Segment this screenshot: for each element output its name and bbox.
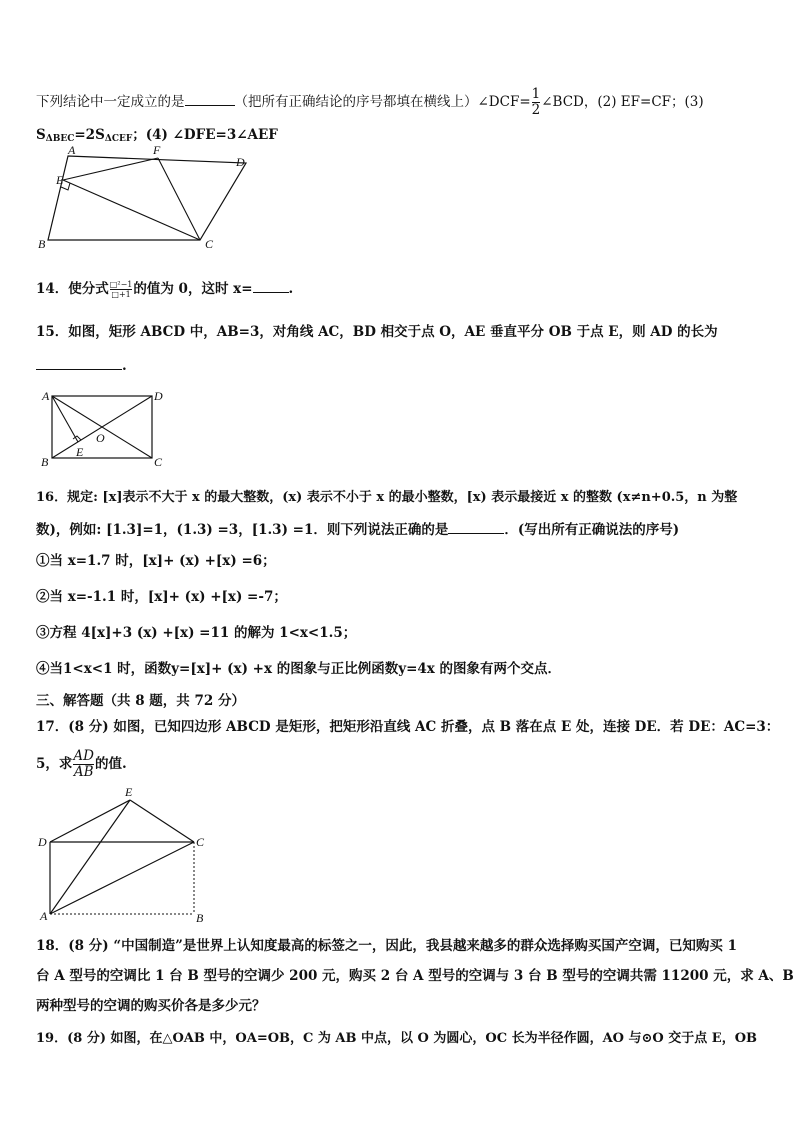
q16-option-1: ①当 x=1.7 时，[x]+ (x) +[x) =6； [36, 553, 276, 569]
q15-line2 [36, 355, 127, 375]
label-c: C [154, 455, 163, 469]
section-heading: 三、解答题（共 8 题，共 72 分） [36, 693, 245, 709]
q18-line1: 18．(8 分) “中国制造”是世界上认知度最高的标签之一，因此，我县越来越多的群众选择购买国产空调，已知购买 1 [36, 938, 737, 954]
q13-text-after: ∠BCD，(2) EF=CF；(3) [541, 94, 704, 110]
q16-suffix: ．(写出所有正确说法的序号) [504, 522, 680, 538]
q16-option-4: ④当1<x<1 时，函数y=[x]+ (x) +x 的图象与正比例函数y=4x 的图象有两个交点． [36, 661, 562, 677]
label-b: B [196, 911, 204, 925]
q13-rest: ；(4) ∠DFE=3∠AEF [132, 127, 278, 143]
frac-numerator: 1 [531, 86, 541, 102]
q13-s2-sub: ΔCEF [104, 134, 133, 144]
segment-ef [63, 158, 158, 180]
label-f: F [153, 143, 161, 157]
q17-figure [36, 786, 236, 926]
label-a: A [40, 909, 48, 923]
q15-line1: 15．如图，矩形 ABCD 中，AB=3，对角线 AC，BD 相交于点 O，AE 垂直平分 OB 于点 E，则 AD 的长为 [36, 324, 718, 340]
parallelogram-abcd [48, 156, 246, 240]
q16-prefix: 数)，例如: [1.3]=1，(1.3) =3，[1.3) =1．则下列说法正确的是 [36, 522, 449, 538]
q16-line2 [36, 519, 679, 539]
q14-end: . [288, 281, 294, 297]
q17-fraction [73, 750, 94, 779]
q14-suffix: 的值为 0，这时 x= [133, 281, 253, 297]
label-c: C [205, 237, 214, 251]
frac-numerator: AD [73, 748, 94, 764]
label-a: A [68, 143, 76, 157]
frac-denominator: □+1 [111, 289, 131, 299]
q13-figure [30, 143, 290, 251]
q13-eq: =2S [74, 127, 105, 143]
q15-end: . [122, 358, 127, 374]
q14-fraction [110, 281, 133, 299]
segment-de [50, 800, 130, 842]
label-a: A [42, 389, 50, 403]
segment-ea [50, 800, 130, 914]
q18-line2: 台 A 型号的空调比 1 台 B 型号的空调少 200 元，购买 2 台 A 型号的空调与 3 台 B 型号的空调共需 11200 元，求 A、B [36, 968, 794, 984]
q15-answer-blank[interactable] [36, 355, 122, 370]
label-b: B [38, 237, 46, 251]
q13-answer-blank[interactable] [185, 91, 235, 106]
q14-answer-blank[interactable] [253, 278, 289, 293]
q13-text: 下列结论中一定成立的是 [36, 94, 185, 110]
label-c: C [196, 835, 205, 849]
q15-figure [38, 390, 178, 470]
q17-line1: 17．(8 分) 如图，已知四边形 ABCD 是矩形，把矩形沿直线 AC 折叠，点 B 落在点 E 处，连接 DE．若 DE：AC=3： [36, 719, 780, 735]
q14-line [36, 278, 293, 299]
q16-line1: 16．规定: [x]表示不大于 x 的最大整数，(x) 表示不小于 x 的最小整数，[x) 表示最接近 x 的整数 (x≠n+0.5，n 为整 [36, 490, 738, 505]
q17-suffix: 的值. [94, 756, 127, 772]
q14-prefix: 14．使分式 [36, 281, 109, 297]
q17-line2 [36, 750, 127, 779]
q13-s1-sub: ΔBEC [45, 134, 75, 144]
frac-denominator: 2 [531, 101, 541, 118]
q13-s1: S [36, 127, 46, 143]
frac-denominator: AB [73, 763, 94, 780]
segment-fc [158, 158, 200, 240]
q16-answer-blank[interactable] [448, 519, 504, 534]
label-d: D [236, 155, 245, 169]
diagonal-ac [50, 842, 194, 914]
label-b: B [41, 455, 49, 469]
label-d: D [154, 389, 163, 403]
q19-line1: 19．(8 分) 如图，在△OAB 中，OA=OB，C 为 AB 中点，以 O 为圆心，OC 长为半径作圆，AO 与⊙O 交于点 E，OB [36, 1031, 758, 1046]
q13-text-mid: （把所有正确结论的序号都填在横线上）∠DCF= [234, 94, 531, 110]
q18-line3: 两种型号的空调的购买价各是多少元？ [36, 998, 266, 1014]
segment-ec [130, 800, 194, 842]
q16-option-3: ③方程 4[x]+3 (x) +[x) =11 的解为 1<x<1.5； [36, 625, 357, 641]
label-e: E [56, 173, 64, 187]
label-d: D [38, 835, 47, 849]
frac-numerator: □²−1 [109, 279, 133, 289]
segment-ec [63, 180, 200, 240]
label-e: E [125, 785, 133, 799]
segment-ae [52, 396, 78, 442]
label-o: O [96, 431, 105, 445]
q17-prefix: 5，求 [36, 756, 73, 772]
q16-option-2: ②当 x=-1.1 时，[x]+ (x) +[x) =-7； [36, 589, 287, 605]
q13-line1 [36, 88, 704, 117]
q13-fraction [532, 88, 541, 117]
label-e: E [76, 445, 84, 459]
